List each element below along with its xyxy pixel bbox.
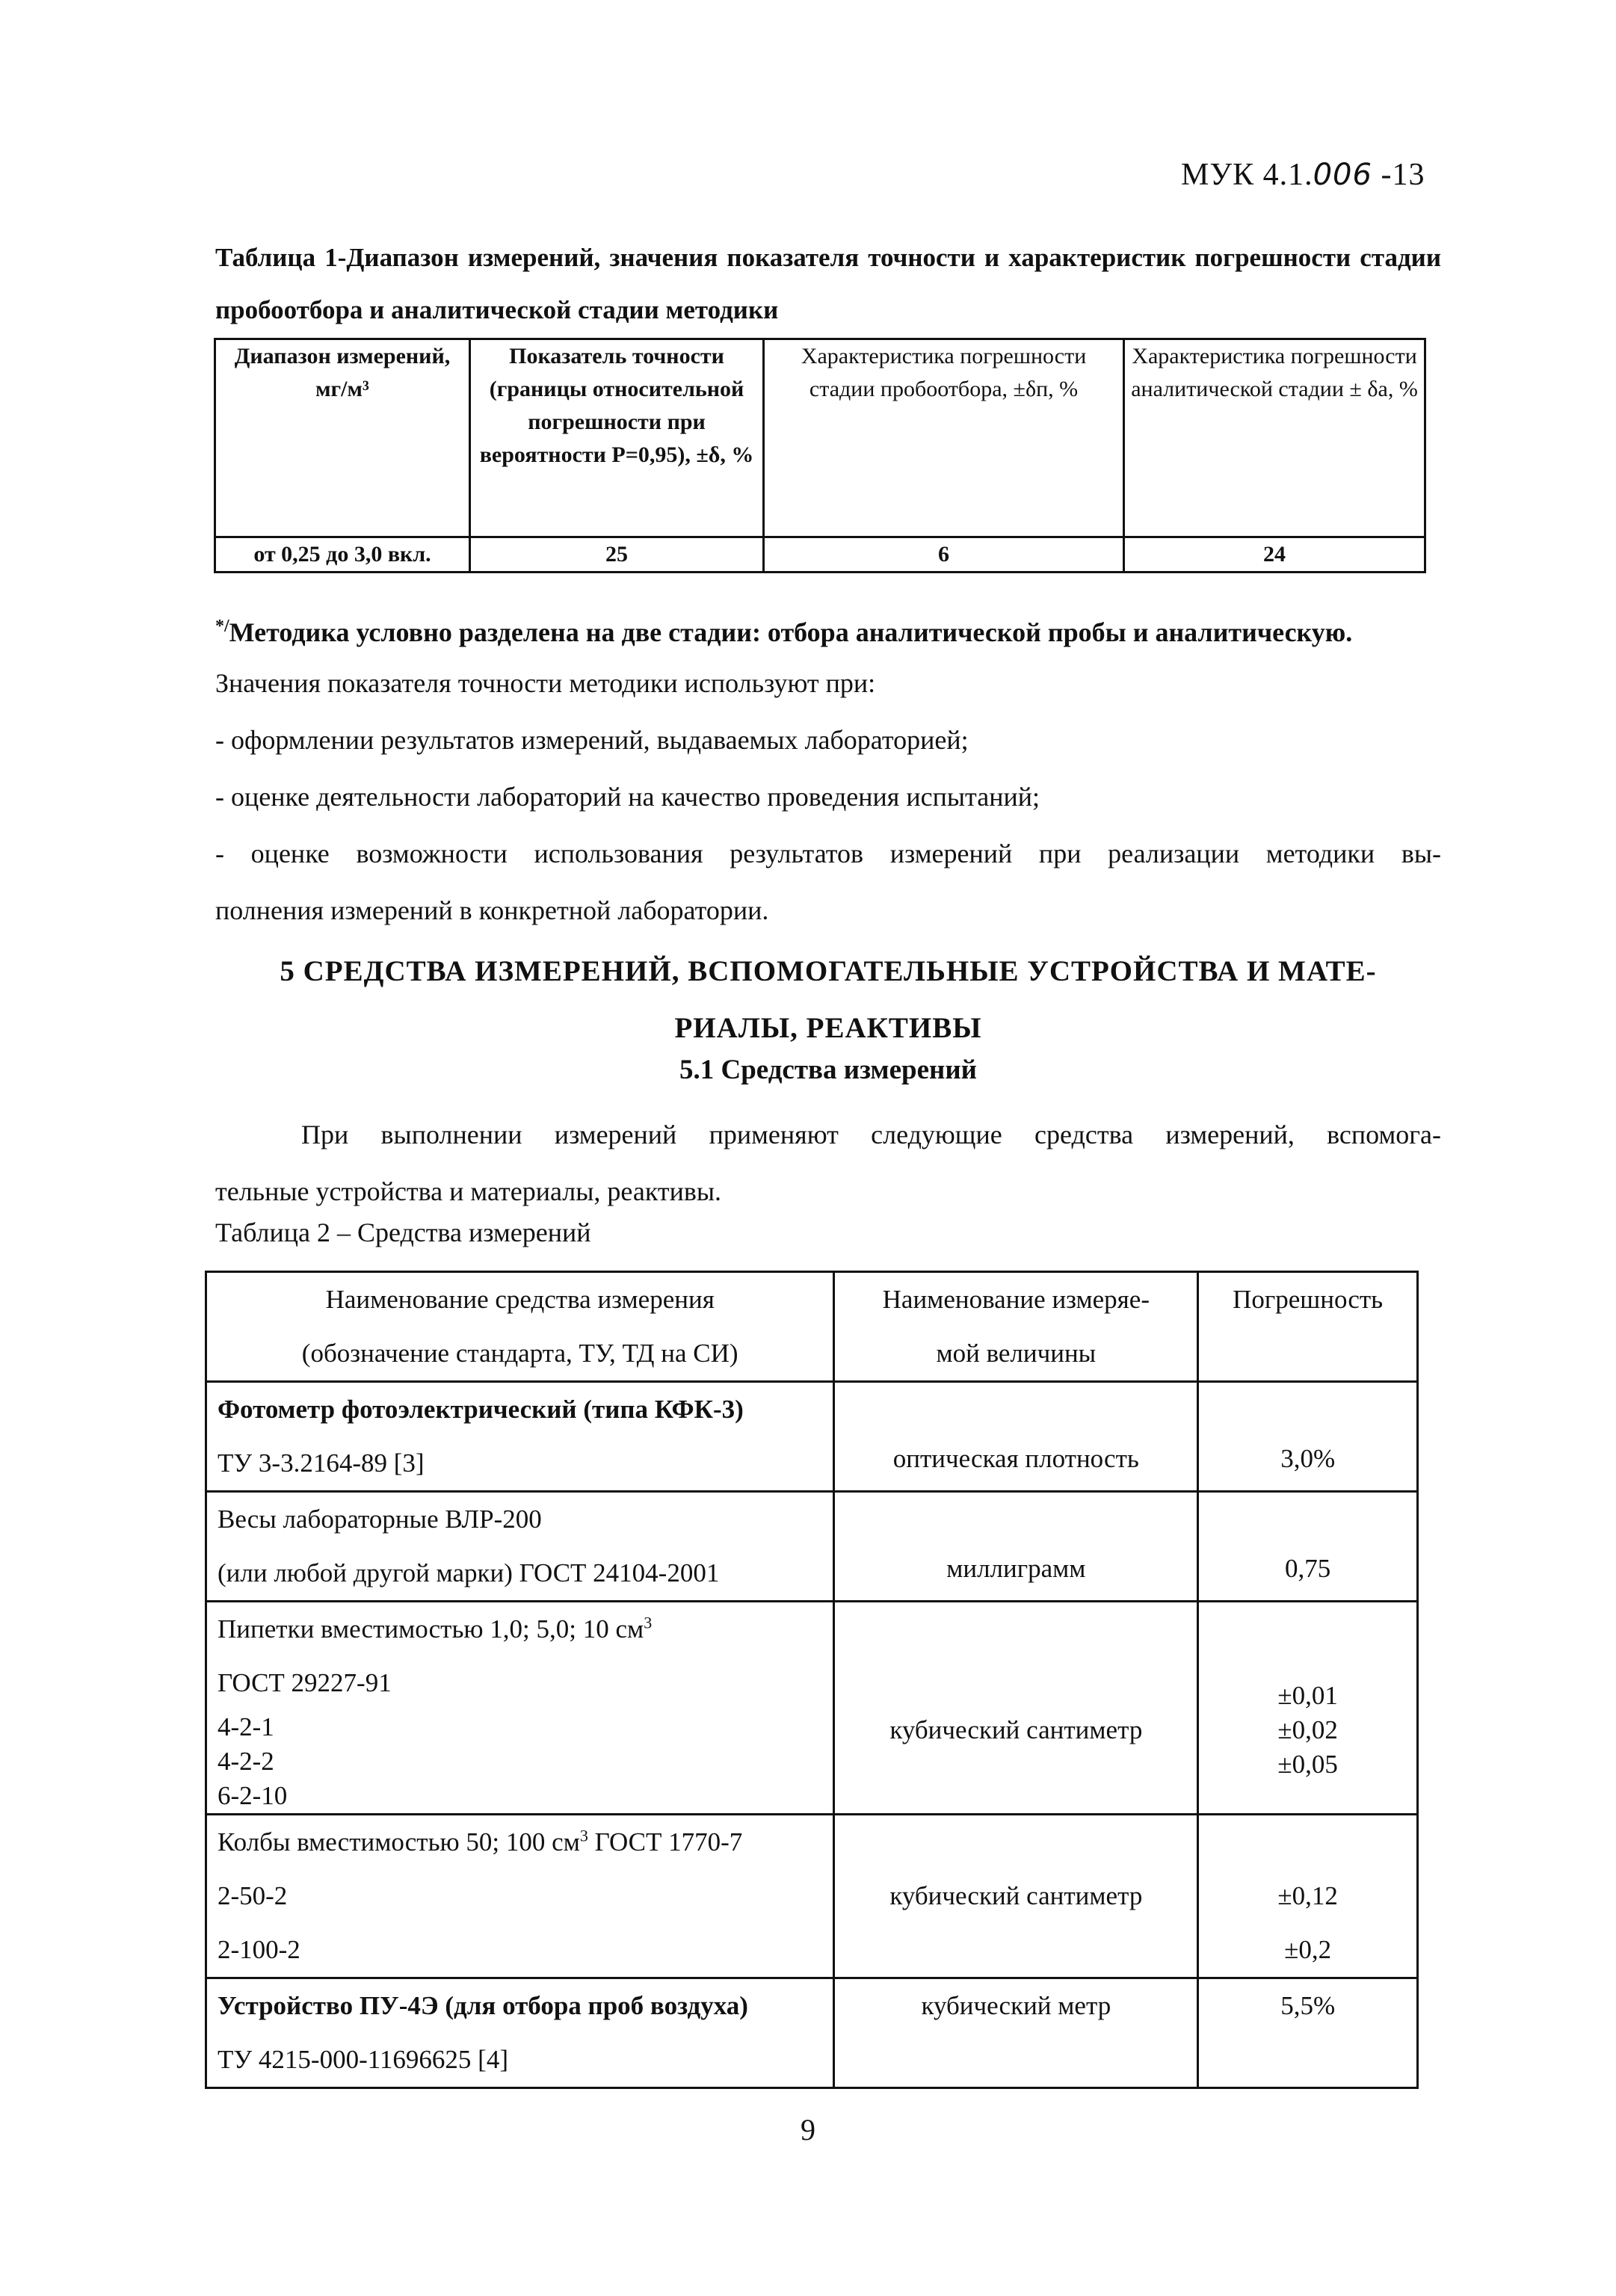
table2-row5-standard: ТУ 4215-000-11696625 [4] [218,2045,508,2074]
table2-header-quantity-line-2: мой величины [936,1339,1097,1368]
table2-row3-sub-2: 4-2-2 [218,1747,274,1776]
table1-header-accuracy-text: Показатель точности (границы относительной погрешности при вероятности Р=0,95), ±δ, % [479,344,754,467]
table2-row1-standard: ТУ 3-3.2164-89 [3] [218,1448,425,1478]
table2-row4-name-text: Колбы вместимостью 50; 100 см [218,1827,580,1857]
table2-row3-errors [1198,1602,1418,1815]
table-row [206,1978,1418,2088]
usage-list [215,655,1441,939]
table2-row4-sub-1: 2-50-2 [218,1881,288,1910]
table2-row4-instrument [206,1815,834,1978]
table2-row3-quantity [834,1602,1198,1815]
section-intro [215,1106,1441,1220]
table2 [205,1271,1419,2089]
table2-header-instrument [206,1272,834,1382]
table2-row3-error-1: ±0,01 [1277,1681,1338,1710]
table-row [206,1492,1418,1602]
table2-row4-standard: ГОСТ 1770-7 [588,1827,743,1857]
table1-cell-range: от 0,25 до 3,0 вкл. [215,537,470,573]
table2-row3-quantity-text: кубический сантиметр [889,1715,1143,1744]
table1-header-analytical-error [1124,339,1425,537]
usage-item-1: - оформлении результатов измерений, выдаваемых лабораторией; [215,725,969,755]
table2-row1-instrument [206,1382,834,1492]
table2-row3-name-sup: 3 [644,1613,653,1632]
table2-row3-name-text: Пипетки вместимостью 1,0; 5,0; 10 см [218,1614,644,1644]
usage-item-3-line-1: - оценке возможности использования результатов измерений при реализации методики вы- [215,839,1441,868]
table1-cell-analytical-error: 24 [1124,537,1425,573]
usage-intro: Значения показателя точности методики используют при: [215,668,876,698]
table2-row1-name: Фотометр фотоэлектрический (типа КФК-3) [218,1395,744,1424]
table2-row4-error-2: ±0,2 [1284,1935,1332,1964]
table2-row2-instrument [206,1492,834,1602]
table1-header-range [215,339,470,537]
table1-caption: Таблица 1-Диапазон измерений, значения показателя точности и характеристик погрешности стадии пробоотбора и аналитической стадии методики [215,243,1441,324]
table2-row4-errors [1198,1815,1418,1978]
table1 [214,338,1426,573]
table2-header-error: Погрешность [1198,1272,1418,1382]
section-title-line-1: 5 СРЕДСТВА ИЗМЕРЕНИЙ, ВСПОМОГАТЕЛЬНЫЕ УСТРОЙСТВА И МАТЕ- [280,955,1377,987]
table2-caption: Таблица 2 – Средства измерений [215,1218,591,1247]
document-code [1181,157,1425,193]
footnote [215,598,1441,661]
table1-header-sampling-error-text: Характеристика погрешности стадии пробоотбора, ±δп, % [801,344,1087,401]
table2-row4-name-sup: 3 [579,1826,588,1845]
table2-row3-sub-3: 6-2-10 [218,1781,288,1810]
table1-header-row [215,339,1425,537]
document-code-suffix: -13 [1372,158,1425,192]
subsection-title: 5.1 Средства измерений [679,1055,978,1085]
section-intro-line-2: тельные устройства и материалы, реактивы. [215,1176,722,1206]
table2-header-quantity [834,1272,1198,1382]
table1-cell-accuracy: 25 [470,537,764,573]
section-title [215,943,1441,1057]
table2-row5-error: 5,5% [1198,1978,1418,2088]
document-code-handwritten: 006 [1313,158,1372,192]
table2-row2-name: Весы лабораторные ВЛР-200 [218,1505,542,1534]
table2-row4-quantity: кубический сантиметр [834,1815,1198,1978]
table2-row2-quantity: миллиграмм [834,1492,1198,1602]
section-title-line-2: РИАЛЫ, РЕАКТИВЫ [674,1012,982,1044]
table1-header-range-text: Диапазон измерений, мг/м³ [234,344,451,401]
footnote-text: Методика условно разделена на две стадии: отбора аналитической пробы и аналитическую. [229,617,1353,647]
usage-item-2: - оценке деятельности лабораторий на качество проведения испытаний; [215,782,1040,812]
table1-data-row [215,537,1425,573]
table-row [206,1815,1418,1978]
table2-row5-quantity: кубический метр [834,1978,1198,2088]
table2-header-quantity-line-1: Наименование измеряе- [882,1285,1150,1314]
table2-header-row [206,1272,1418,1382]
table2-row4-sub-2: 2-100-2 [218,1935,300,1964]
usage-item-3-line-2: полнения измерений в конкретной лаборатории. [215,895,769,925]
table2-row3-error-2: ±0,02 [1277,1715,1338,1744]
section-intro-line-1: При выполнении измерений применяют следующие средства измерений, вспомога- [301,1120,1441,1149]
table2-row4-name [218,1815,822,1869]
table2-header-instrument-line-2: (обозначение стандарта, ТУ, ТД на СИ) [301,1339,738,1368]
table2-row1-quantity: оптическая плотность [834,1382,1198,1492]
table2-row3-sub-1: 4-2-1 [218,1712,274,1741]
table1-cell-sampling-error: 6 [764,537,1124,573]
table2-row3-name [218,1602,822,1656]
table1-header-sampling-error [764,339,1124,537]
table1-header-analytical-error-text: Характеристика погрешности аналитической стадии ± δа, % [1131,344,1418,401]
table2-row2-error: 0,75 [1198,1492,1418,1602]
table-row [206,1602,1418,1815]
table2-row3-instrument [206,1602,834,1815]
table-row [206,1382,1418,1492]
table2-row3-standard: ГОСТ 29227-91 [218,1668,392,1697]
table2-row4-error-1: ±0,12 [1277,1881,1338,1910]
page-number: 9 [801,2113,815,2147]
table2-row3-error-3: ±0,05 [1277,1750,1338,1779]
table2-row5-instrument [206,1978,834,2088]
table2-row3-subtypes [218,1710,822,1813]
table2-row5-name: Устройство ПУ-4Э (для отбора проб воздуха) [218,1991,748,2020]
table2-row2-standard: (или любой другой марки) ГОСТ 24104-2001 [218,1558,720,1587]
document-code-prefix: МУК 4.1. [1181,158,1313,192]
footnote-mark: */ [215,617,229,636]
table2-header-instrument-line-1: Наименование средства измерения [325,1285,715,1314]
table2-row1-error: 3,0% [1198,1382,1418,1492]
table1-header-accuracy [470,339,764,537]
